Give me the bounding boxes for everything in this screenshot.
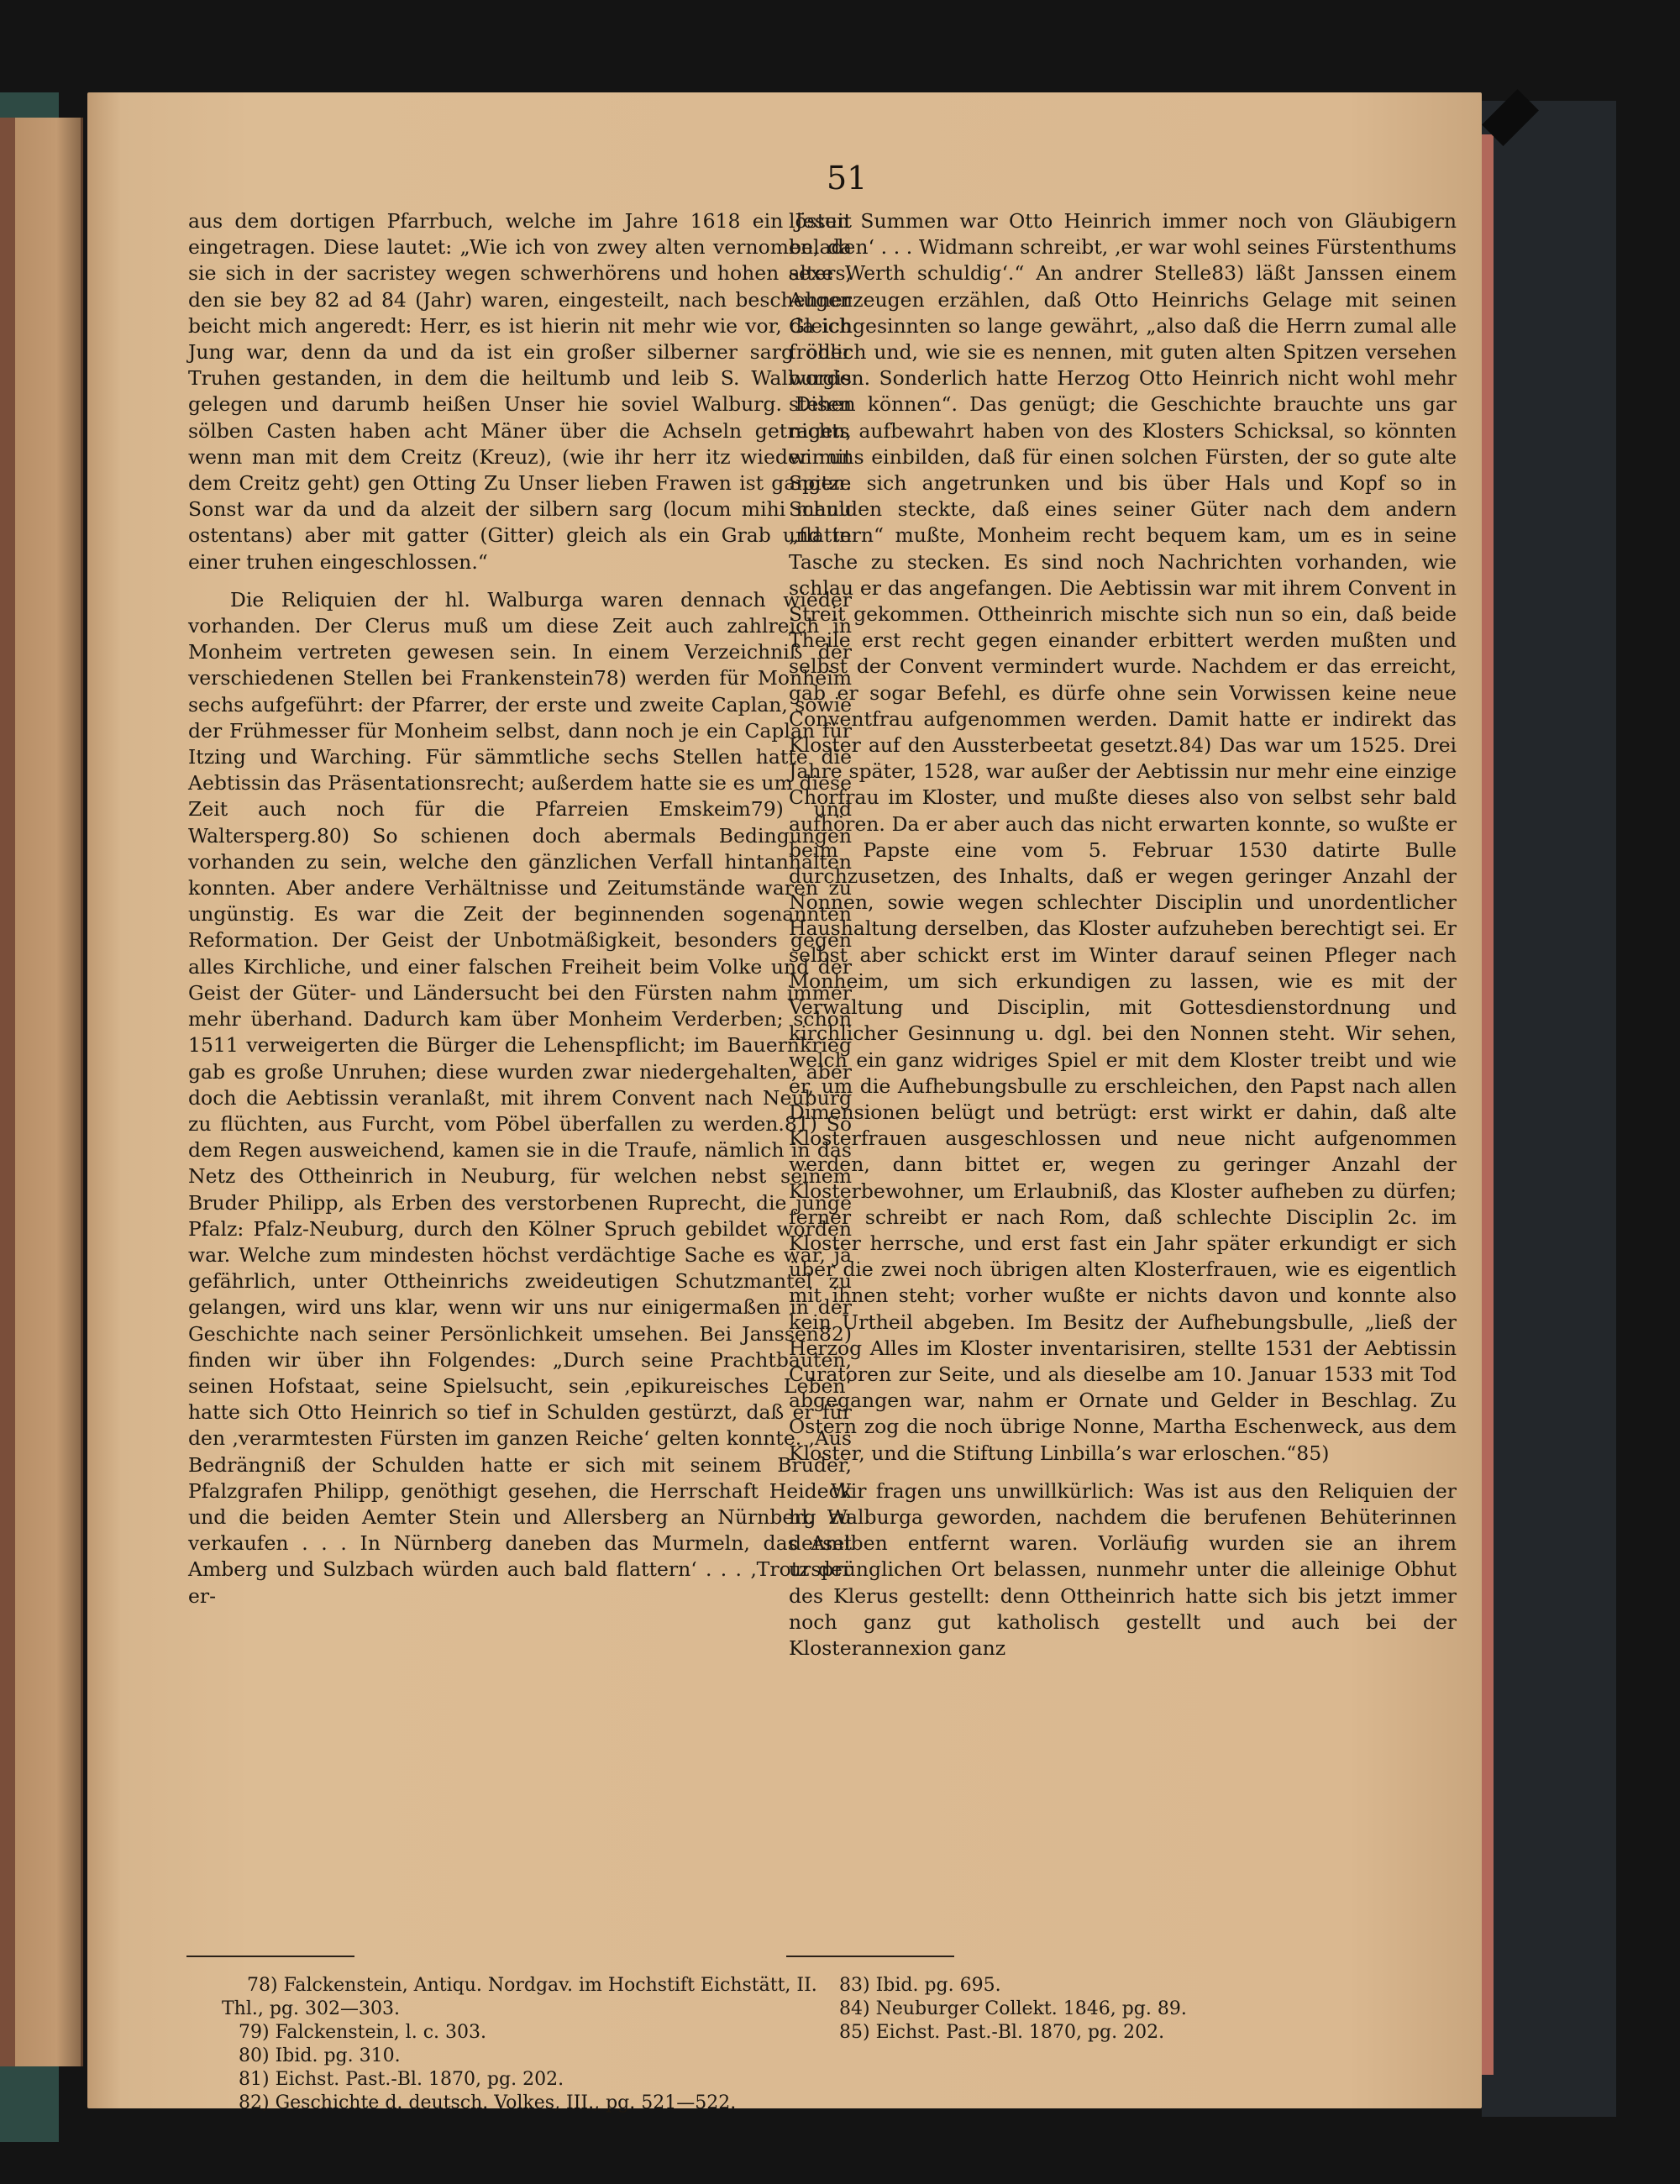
right-book-cover (1482, 101, 1616, 2117)
page-number: 51 (827, 160, 868, 197)
book-page (87, 92, 1482, 2113)
right-text-column (789, 208, 1457, 1662)
footnote: 78) Falckenstein, Antiqu. Nordgav. im Hochstift Eichstätt, II. Thl., pg. 302—303. (222, 1975, 817, 2019)
footnote: 80) Ibid. pg. 310. (239, 2045, 401, 2066)
footnote: 79) Falckenstein, l. c. 303. (239, 2022, 486, 2043)
paragraph: aus dem dortigen Pfarrbuch, welche im Jahre 1618 ein Jesuit eingetragen. Diese lautet: „Wie ich von zwey alten vernomen, da sie sich in der sacristey wegen schwerhörens und hohen alters, den sie bey 82 ad 84 (Jahr) waren, eingesteilt, nach beschehner beicht mich angeredt: Herr, es ist hierin nit mehr wie vor, da ich Jung war, denn da und da ist ein großer silberner sarg oder Truhen gestanden, in dem die heiltumb und leib S. Walburgis gelegen und darumb heißen Unser hie soviel Walburg. Disen sölben Casten haben acht Mäner über die Achseln getragen, wenn man mit dem Creitz (Kreuz), (wie ihr herr itz wieder mit dem Creitz geht) gen Otting Zu Unser lieben Frawen ist gangen. Sonst war da und da alzeit der silbern sarg (locum mihi manu ostentans) aber mit gatter (Gitter) gleich als ein Grab und in einer truhen eingeschlossen.“ (188, 209, 852, 574)
footnote: 83) Ibid. pg. 695. (839, 1975, 1001, 1996)
footnote: 82) Geschichte d. deutsch. Volkes, III., pg. 521—522. (239, 2092, 737, 2113)
left-text-column (188, 208, 852, 1609)
footnote-divider (186, 1956, 354, 1957)
footnotes-right (789, 1974, 1457, 2045)
footnote: 84) Neuburger Collekt. 1846, pg. 89. (839, 1998, 1187, 2019)
left-page-binding (0, 118, 15, 2066)
footnote: 81) Eichst. Past.-Bl. 1870, pg. 202. (239, 2069, 564, 2090)
paragraph: Wir fragen uns unwillkürlich: Was ist aus den Reliquien der hl. Walburga geworden, nachdem die berufenen Behüterinnen derselben entfernt waren. Vorläufig wurden sie an ihrem ursprünglichen Ort belassen, nunmehr unter die alleinige Obhut des Klerus gestellt: denn Ottheinrich hatte sich bis jetzt immer noch ganz gut katholisch gestellt und auch bei der Klosterannexion ganz (789, 1478, 1457, 1660)
paragraph: lösten Summen war Otto Heinrich immer noch von Gläubigern beladen‘ . . . Widmann schreibt, ‚er war wohl seines Fürstenthums sexe Werth schuldig‘.“ An andrer Stelle83) läßt Janssen einem Augenzeugen erzählen, daß Otto Heinrichs Gelage mit seinen Gleichgesinnten so lange gewährt, „also daß die Herrn zumal alle fröhlich und, wie sie es nennen, mit guten alten Spitzen versehen worden. Sonderlich hatte Herzog Otto Heinrich nicht wohl mehr stehen können“. Das genügt; die Geschichte brauchte uns gar nichts aufbewahrt haben von des Klosters Schicksal, so könnten wir uns einbilden, daß für einen solchen Fürsten, der so gute alte Spitze sich angetrunken und bis über Hals und Kopf so in Schulden steckte, daß eines seiner Güter nach dem andern „flattern“ mußte, Monheim recht bequem kam, um es in seine Tasche zu stecken. Es sind noch Nachrichten vorhanden, wie schlau er das angefangen. Die Aebtissin war mit ihrem Convent in Streit gekommen. Ottheinrich mischte sich nun so ein, daß beide Theile erst recht gegen einander erbittert werden mußten und selbst der Convent vermindert wurde. Nachdem er das erreicht, gab er sogar Befehl, es dürfe ohne sein Vorwissen keine neue Conventfrau aufgenommen werden. Damit hatte er indirekt das Kloster auf den Aussterbeetat gesetzt.84) Das war um 1525. Drei Jahre später, 1528, war außer der Aebtissin nur mehr eine einzige Chorfrau im Kloster, und mußte dieses also von selbst sehr bald aufhören. Da er aber auch das nicht erwarten konnte, so wußte er beim Papste eine vom 5. Februar 1530 datirte Bulle durchzusetzen, des Inhalts, daß er wegen geringer Anzahl der Nonnen, sowie wegen schlechter Disciplin und unordentlicher Haushaltung derselben, das Kloster aufzuheben berechtigt sei. Er selbst aber schickt erst im Winter darauf seinen Pfleger nach Monheim, um sich erkundigen zu lassen, wie es mit der Verwaltung und Disciplin, mit Gottesdienstordnung und kirchlicher Gesinnung u. dgl. bei den Nonnen steht. Wir sehen, welch ein ganz widriges Spiel er mit dem Kloster treibt und wie er, um die Aufhebungsbulle zu erschleichen, den Papst nach allen Dimensionen belügt und betrügt: erst wirkt er dahin, daß alte Klosterfrauen ausgeschlossen und neue nicht aufgenommen werden, dann bittet er, wegen zu geringer Anzahl der Klosterbewohner, um Erlaubniß, das Kloster aufheben zu dürfen; ferner schreibt er nach Rom, daß schlechte Disciplin 2c. im Kloster herrsche, und erst fast ein Jahr später erkundigt er sich über die zwei noch übrigen alten Klosterfrauen, wie es eigentlich mit ihnen steht; vorher wußte er nichts davon und konnte also kein Urtheil abgeben. Im Besitz der Aufhebungsbulle, „ließ der Herzog Alles im Kloster inventarisiren, stellte 1531 der Aebtissin Curatoren zur Seite, und als dieselbe am 10. Januar 1533 mit Tod abgegangen war, nahm er Ornate und Gelder in Beschlag. Zu Ostern zog die noch übrige Nonne, Martha Eschenweck, aus dem Kloster, und die Stiftung Linbilla’s war erloschen.“85) (789, 209, 1457, 1465)
paragraph: Die Reliquien der hl. Walburga waren dennach wieder vorhanden. Der Clerus muß um diese Zeit auch zahlreich in Monheim vertreten gewesen sein. In einem Verzeichniß der verschiedenen Stellen bei Frankenstein78) werden für Monheim sechs aufgeführt: der Pfarrer, der erste und zweite Caplan, sowie der Frühmesser für Monheim selbst, dann noch je ein Caplan für Itzing und Warching. Für sämmtliche sechs Stellen hatte die Aebtissin das Präsentationsrecht; außerdem hatte sie es um diese Zeit auch noch für die Pfarreien Emskeim79) und Waltersperg.80) So schienen doch abermals Bedingungen vorhanden zu sein, welche den gänzlichen Verfall hintanhalten konnten. Aber andere Verhältnisse und Zeitumstände waren zu ungünstig. Es war die Zeit der beginnenden sogenannten Reformation. Der Geist der Unbotmäßigkeit, besonders gegen alles Kirchliche, und einer falschen Freiheit beim Volke und der Geist der Güter- und Ländersucht bei den Fürsten nahm immer mehr überhand. Dadurch kam über Monheim Verderben; schon 1511 verweigerten die Bürger die Lehenspflicht; im Bauernkrieg gab es große Unruhen; diese wurden zwar niedergehalten, aber doch die Aebtissin veranlaßt, mit ihrem Convent nach Neuburg zu flüchten, aus Furcht, vom Pöbel überfallen zu werden.81) So dem Regen ausweichend, kamen sie in die Traufe, nämlich in das Netz des Ottheinrich in Neuburg, für welchen nebst seinem Bruder Philipp, als Erben des verstorbenen Ruprecht, die junge Pfalz: Pfalz-Neuburg, durch den Kölner Spruch gebildet worden war. Welche zum mindesten höchst verdächtige Sache es war, ja gefährlich, unter Ottheinrichs zweideutigen Schutzmantel zu gelangen, wird uns klar, wenn wir uns nur einigermaßen in der Geschichte nach seiner Persönlichkeit umsehen. Bei Janssen82) finden wir über ihn Folgendes: „Durch seine Prachtbauten, seinen Hofstaat, seine Spielsucht, sein ‚epikureisches Leben‘ hatte sich Otto Heinrich so tief in Schulden gestürzt, daß er für den ‚verarmtesten Fürsten im ganzen Reiche‘ gelten konnte. ‚Aus Bedrängniß der Schulden hatte er sich mit seinem Bruder, Pfalzgrafen Philipp, genöthigt gesehen, die Herrschaft Heideck und die beiden Aemter Stein und Allersberg an Nürnberg zu verkaufen . . . In Nürnberg daneben das Murmeln, das Amt Amberg und Sulzbach würden auch bald flattern‘ . . . ‚Trotz der er- (188, 587, 852, 1608)
footnotes-left (188, 1974, 852, 2115)
right-cover-edge (1480, 134, 1494, 2075)
footnote-divider (786, 1956, 954, 1957)
footnote: 85) Eichst. Past.-Bl. 1870, pg. 202. (839, 2022, 1165, 2043)
